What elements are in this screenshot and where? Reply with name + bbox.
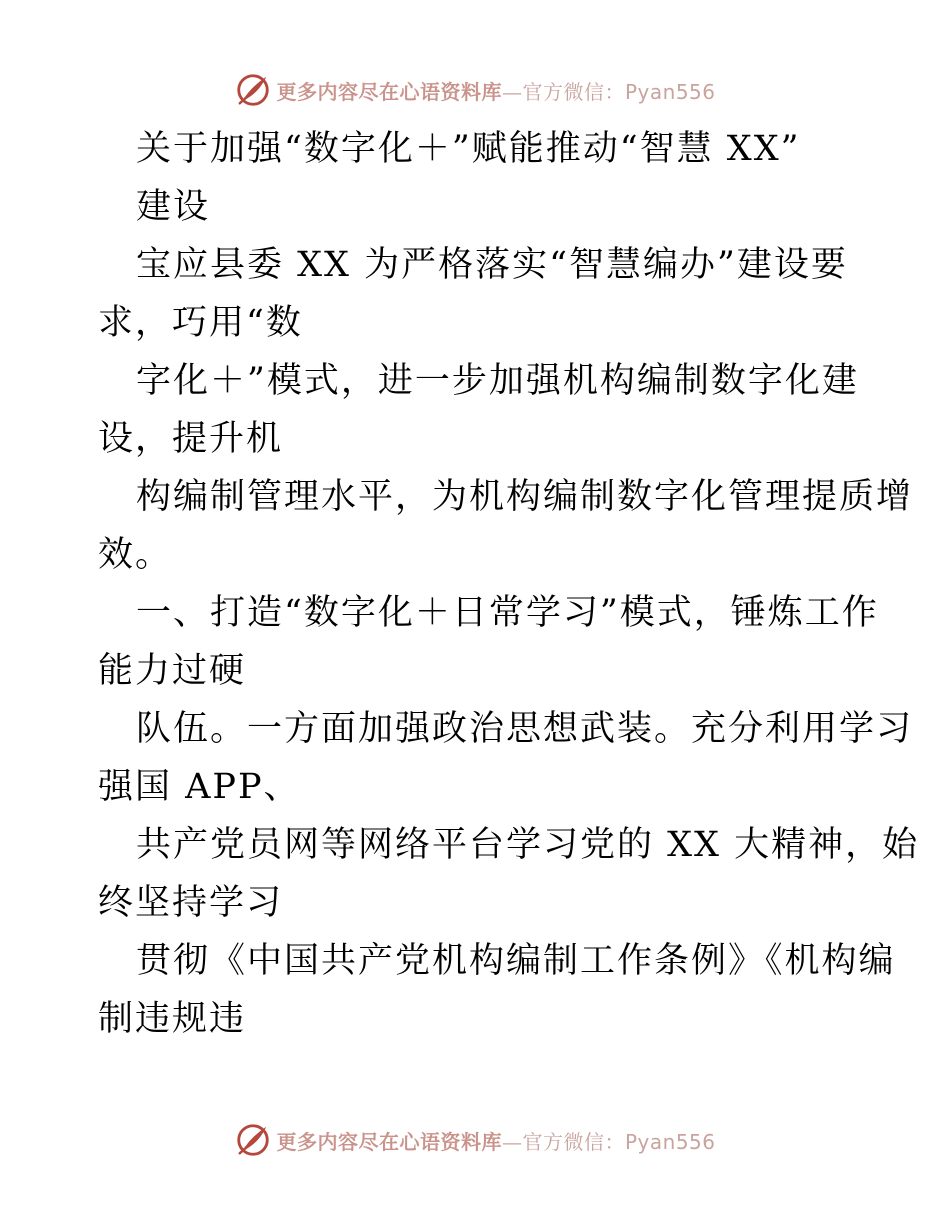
watermark-main: 更多内容尽在心语资料库 xyxy=(276,1129,502,1154)
body-text-line: 求，巧用“数 xyxy=(98,303,303,343)
watermark-account: Pyan556 xyxy=(624,79,716,104)
body-text-line: 队伍。一方面加强政治思想武装。充分利用学习 xyxy=(136,709,914,749)
watermark-main: 更多内容尽在心语资料库 xyxy=(276,79,502,104)
watermark-separator: — xyxy=(501,1129,523,1154)
body-text-line: 终坚持学习 xyxy=(98,883,284,923)
body-text-line: 宝应县委 XX 为严格落实“智慧编办”建设要 xyxy=(136,245,848,285)
feather-logo-icon xyxy=(234,1121,272,1159)
body-text-line: 设，提升机 xyxy=(98,419,284,459)
footer-watermark xyxy=(0,1120,950,1160)
body-text-line: 贯彻《中国共产党机构编制工作条例》《机构编 xyxy=(136,941,896,981)
body-text-line: 效。 xyxy=(98,535,173,575)
header-watermark xyxy=(0,70,950,110)
body-text-line: 能力过硬 xyxy=(98,651,247,691)
watermark-label: 官方微信： xyxy=(522,79,625,104)
feather-logo-icon xyxy=(234,71,272,109)
watermark-text xyxy=(276,76,715,105)
body-text-line: 关于加强“数字化＋”赋能推动“智慧 XX” xyxy=(136,129,801,169)
body-text-line: 一、打造“数字化＋日常学习”模式，锤炼工作 xyxy=(136,593,879,633)
body-text-line: 构编制管理水平，为机构编制数字化管理提质增 xyxy=(136,477,914,517)
watermark-separator: — xyxy=(501,79,523,104)
document-body xyxy=(98,120,920,1048)
body-text-line: 建设 xyxy=(136,187,211,227)
watermark-text xyxy=(276,1126,715,1155)
body-text-line: 共产党员网等网络平台学习党的 XX 大精神，始 xyxy=(136,825,920,865)
body-text-line: 字化＋”模式，进一步加强机构编制数字化建 xyxy=(136,361,859,401)
watermark-account: Pyan556 xyxy=(624,1129,716,1154)
watermark-label: 官方微信： xyxy=(522,1129,625,1154)
body-text-line: 制违规违 xyxy=(98,999,247,1039)
body-text-line: 强国 APP、 xyxy=(98,767,301,807)
